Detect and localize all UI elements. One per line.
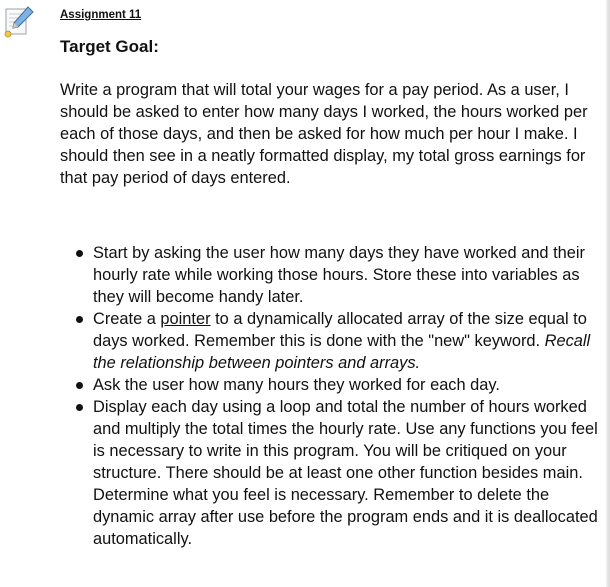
bullet-icon <box>76 382 83 389</box>
target-goal-heading: Target Goal: <box>60 37 159 56</box>
list-item-emphasis: Recall the relationship between pointers and arrays. <box>93 332 591 372</box>
requirements-list <box>60 242 600 550</box>
list-item <box>60 374 600 396</box>
list-item-text: Display each day using a loop and total the number of hours worked and multiply the total times the hourly rate. Use any functions you feel is necessary to write in this program. You will be critiqued on your structure. There should be at least one other function besides main. Determine what you feel is necessary. Remember to delete the dynamic array after use before the program ends and it is deallocated automatically. <box>93 398 598 548</box>
list-item-text: Start by asking the user how many days they have worked and their hourly rate while working those hours. Store these into variables as they will become handy later. <box>93 244 585 306</box>
pointer-link[interactable]: pointer <box>160 310 211 328</box>
bullet-icon <box>76 250 83 257</box>
assignment-label: Assignment 11 <box>60 9 142 21</box>
intro-paragraph: Write a program that will total your wages for a pay period. As a user, I should be asked to enter how many days I worked, the hours worked per each of those days, and then be asked for how much per hour I make. I should then see in a neatly formatted display, my total gross earnings for that pay period of days entered. <box>60 81 588 187</box>
bullet-icon <box>76 404 83 411</box>
list-item-text: Ask the user how many hours they worked for each day. <box>93 376 500 394</box>
document-pencil-icon <box>2 4 36 38</box>
list-item-text: to a dynamically allocated array of the size equal to days worked. Remember this is done with the "new" keyword. <box>93 310 587 350</box>
list-item <box>60 308 600 374</box>
list-item-text: Create a <box>93 310 161 328</box>
bullet-icon <box>76 316 83 323</box>
page-edge <box>606 0 610 587</box>
list-item <box>60 242 600 308</box>
list-item <box>60 396 600 550</box>
